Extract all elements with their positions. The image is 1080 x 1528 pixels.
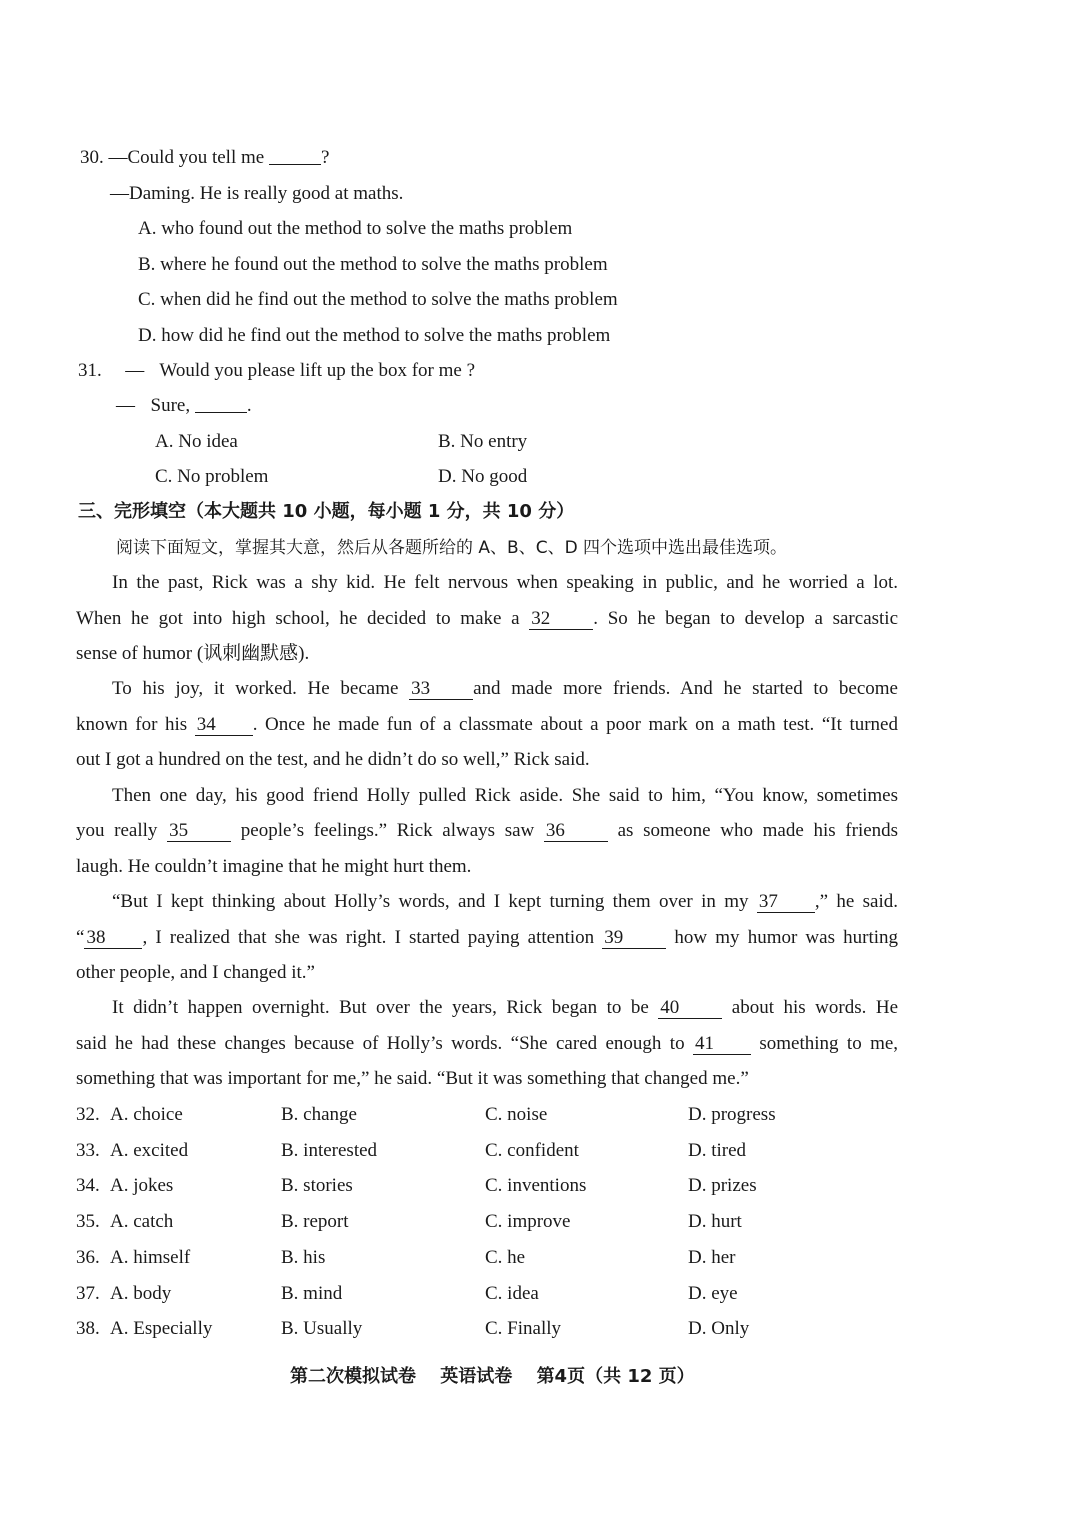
passage-p4-line3: other people, and I changed it.” (76, 962, 315, 983)
choice-a: A. catch (110, 1211, 174, 1232)
passage-p5-line1 (112, 996, 898, 1020)
blank-40: 40 (658, 998, 722, 1019)
passage-p3-line2 (76, 819, 898, 843)
choice-a: A. excited (110, 1140, 189, 1161)
q31-answer-dash: — (116, 395, 135, 416)
choice-b: B. mind (281, 1283, 343, 1304)
choice-a: A. Especially (110, 1318, 213, 1339)
q30-question-end: ? (320, 147, 330, 168)
q31-option-b: B. No entry (438, 431, 528, 452)
passage-p3-line3: laugh. He couldn’t imagine that he might hurt them. (76, 856, 472, 877)
blank-32: 32 (529, 609, 593, 630)
choice-number: 32. (76, 1104, 100, 1125)
choice-b: B. stories (281, 1175, 353, 1196)
passage-text: something to me, (759, 1033, 899, 1054)
footer-subject: 英语试卷 (440, 1366, 513, 1387)
passage-text: , I realized that she was right. I started paying attention (142, 927, 595, 948)
passage-text: “ (76, 927, 85, 948)
choice-d: D. prizes (688, 1175, 757, 1196)
blank-36: 36 (544, 821, 608, 842)
q30-question (80, 146, 329, 170)
passage-text: about his words. He (731, 997, 899, 1018)
passage-text: known for his (76, 714, 188, 735)
passage-p2-line2 (76, 713, 898, 737)
passage-p1-line2 (76, 607, 898, 631)
blank-38: 38 (84, 928, 142, 949)
choice-number: 37. (76, 1283, 100, 1304)
blank-39: 39 (602, 928, 666, 949)
q31-option-c: C. No problem (155, 466, 269, 487)
blank-34: 34 (195, 715, 253, 736)
choice-c: C. confident (485, 1140, 579, 1161)
passage-p2-line1 (112, 677, 898, 701)
choice-d: D. eye (688, 1283, 738, 1304)
blank-41: 41 (693, 1034, 751, 1055)
q31-number: 31. (78, 360, 102, 381)
choice-b: B. Usually (281, 1318, 363, 1339)
q30-option-d: D. how did he find out the method to solve the maths problem (138, 325, 611, 346)
passage-p1-line3: sense of humor (讽刺幽默感). (76, 643, 310, 664)
choice-b: B. report (281, 1211, 349, 1232)
blank-37: 37 (757, 892, 815, 913)
passage-text: as someone who made his friends (617, 820, 899, 841)
passage-text: To his joy, it worked. He became (112, 678, 399, 699)
blank-35: 35 (167, 821, 231, 842)
choice-d: D. her (688, 1247, 736, 1268)
choice-b: B. interested (281, 1140, 378, 1161)
passage-p5-line2 (76, 1032, 898, 1056)
choice-c: C. Finally (485, 1318, 562, 1339)
passage-text: . So he began to develop a sarcastic (593, 608, 899, 629)
passage-p4-line1 (112, 890, 898, 914)
passage-p4-line2 (76, 926, 898, 950)
choice-number: 33. (76, 1140, 100, 1161)
choice-b: B. his (281, 1247, 326, 1268)
q31-blank (195, 394, 247, 413)
choice-d: D. hurt (688, 1211, 742, 1232)
choice-d: D. Only (688, 1318, 750, 1339)
choice-c: C. improve (485, 1211, 571, 1232)
choice-c: C. noise (485, 1104, 548, 1125)
choice-c: C. he (485, 1247, 526, 1268)
passage-text: When he got into high school, he decided to make a (76, 608, 520, 629)
q31-question (78, 359, 475, 383)
choice-a: A. jokes (110, 1175, 174, 1196)
section3-instruction: 阅读下面短文，掌握其大意，然后从各题所给的 A、B、C、D 四个选项中选出最佳选项。 (116, 538, 788, 558)
footer-page-number: 第4页（共 12 页） (536, 1366, 695, 1387)
q30-question-text: —Could you tell me (108, 147, 265, 168)
q31-answer-end: . (246, 395, 252, 416)
q31-question-text: Would you please lift up the box for me ? (159, 360, 476, 381)
q31-option-d: D. No good (438, 466, 528, 487)
choice-d: D. progress (688, 1104, 776, 1125)
choice-a: A. body (110, 1283, 172, 1304)
q30-option-b: B. where he found out the method to solve the maths problem (138, 254, 608, 275)
q31-answer (116, 394, 252, 418)
passage-text: said he had these changes because of Holly’s words. “She cared enough to (76, 1033, 685, 1054)
passage-text: “But I kept thinking about Holly’s words, and I kept turning them over in my (112, 891, 749, 912)
q30-number: 30. (80, 147, 104, 168)
choice-number: 38. (76, 1318, 100, 1339)
choice-c: C. idea (485, 1283, 539, 1304)
choice-a: A. choice (110, 1104, 183, 1125)
choice-number: 34. (76, 1175, 100, 1196)
blank-33: 33 (409, 679, 473, 700)
choice-c: C. inventions (485, 1175, 587, 1196)
q30-option-c: C. when did he find out the method to solve the maths problem (138, 289, 618, 310)
choice-d: D. tired (688, 1140, 747, 1161)
choice-number: 36. (76, 1247, 100, 1268)
passage-text: how my humor was hurting (674, 927, 898, 948)
q30-answer: —Daming. He is really good at maths. (110, 183, 404, 204)
passage-text: . Once he made fun of a classmate about a poor mark on a math test. “It turned (252, 714, 898, 735)
passage-text: you really (76, 820, 158, 841)
passage-p1-line1: In the past, Rick was a shy kid. He felt nervous when speaking in public, and he worried a lot. (112, 572, 898, 593)
section3-heading: 三、完形填空（本大题共 10 小题，每小题 1 分，共 10 分） (78, 501, 575, 522)
choice-number: 35. (76, 1211, 100, 1232)
q30-blank (269, 146, 321, 165)
passage-p3-line1: Then one day, his good friend Holly pulled Rick aside. She said to him, “You know, sometimes (112, 785, 898, 806)
q30-option-a: A. who found out the method to solve the maths problem (138, 218, 573, 239)
passage-p5-line3: something that was important for me,” he said. “But it was something that changed me.” (76, 1068, 749, 1089)
passage-text: and made more friends. And he started to become (473, 678, 898, 699)
q31-option-a: A. No idea (155, 431, 238, 452)
page-footer (290, 1362, 713, 1388)
q31-dash: — (125, 360, 145, 381)
choice-a: A. himself (110, 1247, 191, 1268)
passage-text: It didn’t happen overnight. But over the years, Rick began to be (112, 997, 649, 1018)
footer-exam: 第二次模拟试卷 (290, 1366, 416, 1387)
choice-b: B. change (281, 1104, 357, 1125)
passage-text: ,” he said. (814, 891, 898, 912)
passage-text: people’s feelings.” Rick always saw (240, 820, 535, 841)
q31-answer-prefix: Sure, (150, 395, 191, 416)
passage-p2-line3: out I got a hundred on the test, and he didn’t do so well,” Rick said. (76, 749, 590, 770)
